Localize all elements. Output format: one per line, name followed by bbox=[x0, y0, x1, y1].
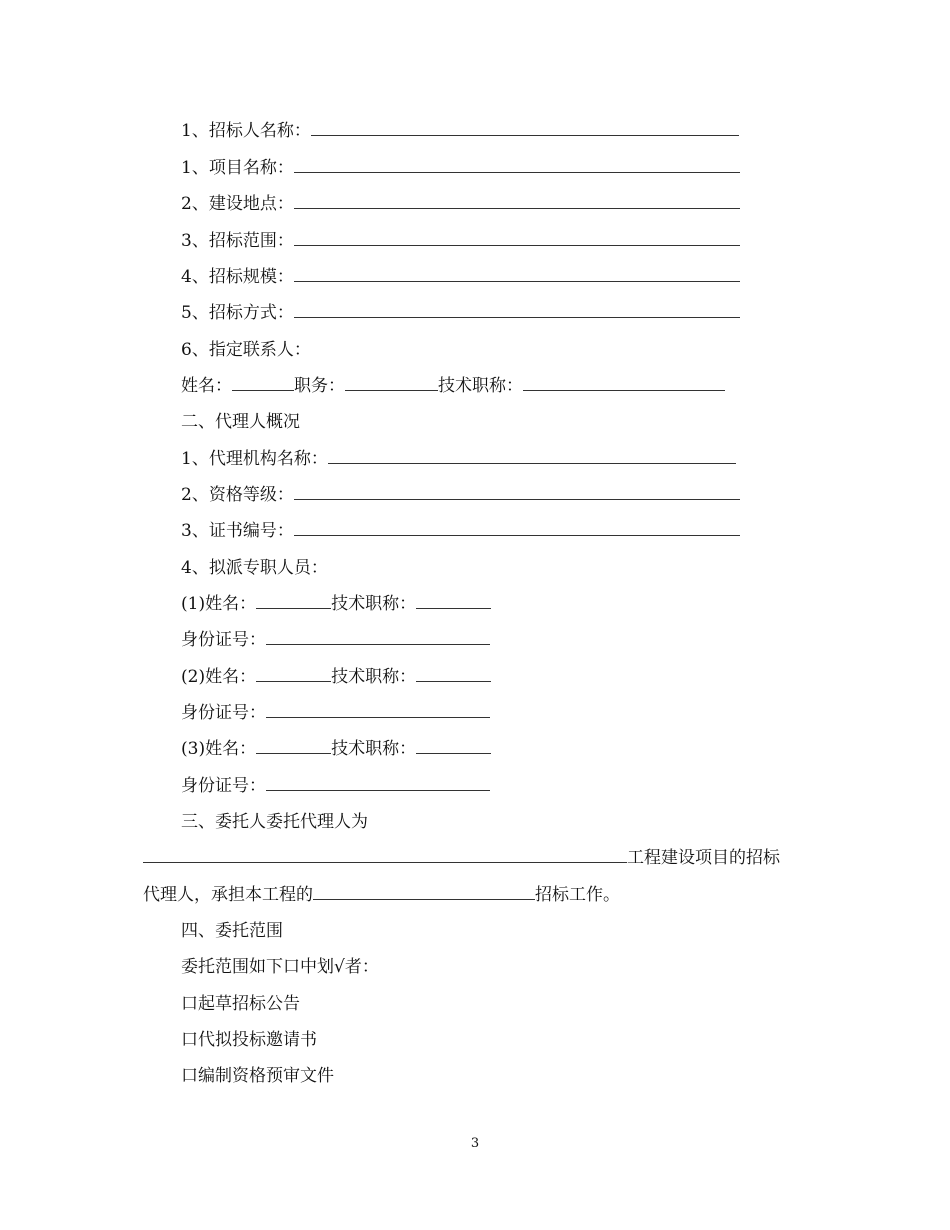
agency-name-row bbox=[181, 448, 736, 470]
staff-3-title-label: 技术职称： bbox=[331, 739, 417, 759]
site-row bbox=[181, 193, 740, 215]
scale-label: 4、招标规模： bbox=[181, 267, 294, 287]
site-blank[interactable] bbox=[294, 193, 740, 209]
method-row bbox=[181, 302, 740, 324]
method-blank[interactable] bbox=[294, 302, 740, 318]
project-title-blank[interactable] bbox=[143, 847, 627, 863]
staff-3-id-row bbox=[181, 775, 490, 797]
certificate-blank[interactable] bbox=[294, 520, 740, 536]
staff-1-id-blank[interactable] bbox=[266, 629, 490, 645]
staff-1-id-row bbox=[181, 629, 490, 651]
staff-3-name-label: (3)姓名： bbox=[181, 739, 257, 759]
section-3-heading: 三、委托人委托代理人为 bbox=[181, 812, 368, 832]
site-label: 2、建设地点： bbox=[181, 194, 294, 214]
staff-3-title-blank[interactable] bbox=[416, 738, 491, 754]
scope-instruction: 委托范围如下口中划√者： bbox=[181, 957, 379, 977]
contact-post-label: 职务： bbox=[294, 376, 345, 396]
scope-blank[interactable] bbox=[294, 230, 740, 246]
section-3-line-2 bbox=[143, 884, 620, 906]
qualification-blank[interactable] bbox=[294, 484, 740, 500]
staff-2-title-label: 技术职称： bbox=[331, 667, 417, 687]
qualification-label: 2、资格等级： bbox=[181, 485, 294, 505]
contact-title-blank[interactable] bbox=[523, 375, 725, 391]
contact-row bbox=[181, 375, 725, 397]
certificate-row bbox=[181, 520, 740, 542]
staff-1-name-blank[interactable] bbox=[256, 593, 331, 609]
section-3-line-2-start: 代理人，承担本工程的 bbox=[143, 885, 313, 905]
scope-option-2[interactable]: 口代拟投标邀请书 bbox=[181, 1030, 317, 1050]
staff-3-id-label: 身份证号： bbox=[181, 776, 266, 796]
staff-3-name-blank[interactable] bbox=[256, 738, 331, 754]
agency-name-blank[interactable] bbox=[328, 448, 736, 464]
section-4-heading: 四、委托范围 bbox=[181, 921, 283, 941]
method-label: 5、招标方式： bbox=[181, 303, 294, 323]
section-3-line-2-end: 招标工作。 bbox=[535, 885, 620, 905]
contact-heading: 6、指定联系人： bbox=[181, 340, 311, 360]
contact-title-label: 技术职称： bbox=[438, 376, 523, 396]
staff-2-id-row bbox=[181, 702, 490, 724]
staff-1-name-label: (1)姓名： bbox=[181, 594, 257, 614]
scope-option-1[interactable]: 口起草招标公告 bbox=[181, 994, 300, 1014]
staff-1-row bbox=[181, 593, 491, 615]
staff-2-title-blank[interactable] bbox=[416, 666, 491, 682]
project-name-label: 1、项目名称： bbox=[181, 158, 294, 178]
agency-name-label: 1、代理机构名称： bbox=[181, 449, 328, 469]
certificate-label: 3、证书编号： bbox=[181, 521, 294, 541]
staff-2-id-label: 身份证号： bbox=[181, 703, 266, 723]
scale-row bbox=[181, 266, 740, 288]
project-name-row bbox=[181, 157, 740, 179]
qualification-row bbox=[181, 484, 740, 506]
staff-2-row bbox=[181, 666, 491, 688]
scale-blank[interactable] bbox=[294, 266, 740, 282]
staff-2-id-blank[interactable] bbox=[266, 702, 490, 718]
contact-name-blank[interactable] bbox=[232, 375, 294, 391]
section-3-continuation: 工程建设项目的招标 bbox=[627, 848, 780, 868]
tenderer-name-label: 1、招标人名称： bbox=[181, 121, 311, 141]
section-2-heading: 二、代理人概况 bbox=[181, 412, 300, 432]
tender-work-blank[interactable] bbox=[313, 884, 535, 900]
staff-3-row bbox=[181, 738, 491, 760]
project-name-blank[interactable] bbox=[294, 157, 740, 173]
scope-row bbox=[181, 230, 740, 252]
contact-name-label: 姓名： bbox=[181, 376, 232, 396]
scope-option-3[interactable]: 口编制资格预审文件 bbox=[181, 1066, 334, 1086]
tenderer-name-row bbox=[181, 120, 739, 142]
contact-post-blank[interactable] bbox=[345, 375, 438, 391]
staff-3-id-blank[interactable] bbox=[266, 775, 490, 791]
staff-1-title-label: 技术职称： bbox=[331, 594, 417, 614]
staff-2-name-blank[interactable] bbox=[256, 666, 331, 682]
scope-label: 3、招标范围： bbox=[181, 231, 294, 251]
staff-heading: 4、拟派专职人员： bbox=[181, 558, 328, 578]
staff-1-title-blank[interactable] bbox=[416, 593, 491, 609]
tenderer-name-blank[interactable] bbox=[311, 120, 739, 136]
page-number: 3 bbox=[470, 1136, 480, 1151]
section-3-line-1 bbox=[143, 847, 780, 869]
staff-1-id-label: 身份证号： bbox=[181, 630, 266, 650]
staff-2-name-label: (2)姓名： bbox=[181, 667, 257, 687]
